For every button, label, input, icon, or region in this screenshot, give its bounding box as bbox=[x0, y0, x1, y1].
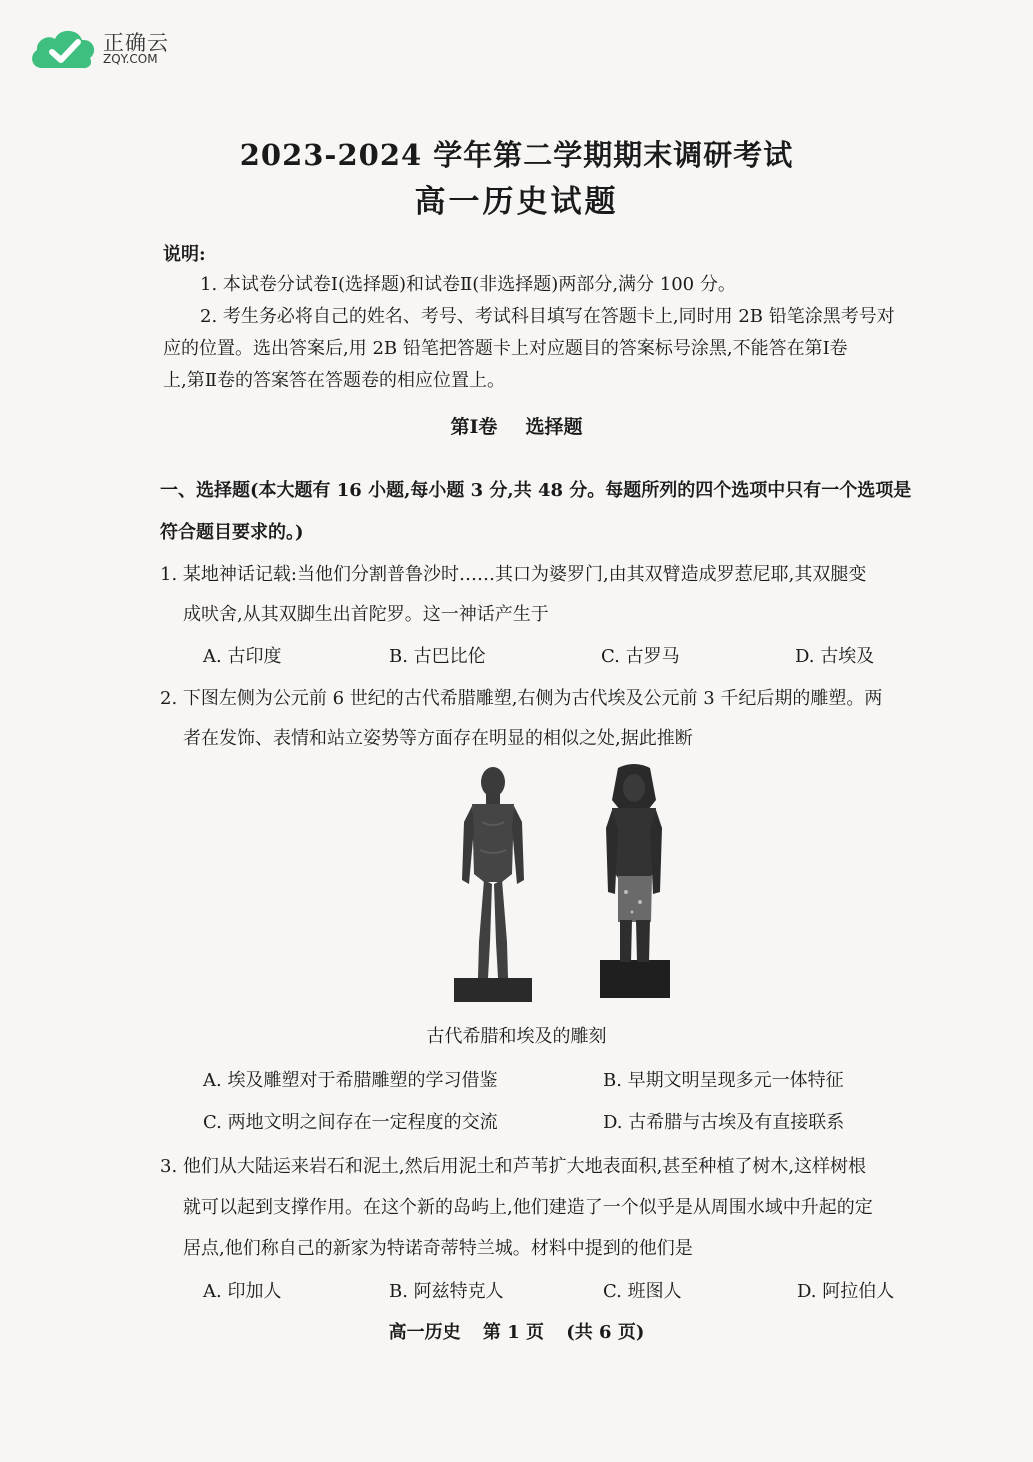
greek-statue-image bbox=[452, 762, 534, 1004]
egyptian-statue-image bbox=[596, 762, 672, 1000]
question-3-option-a: A. 印加人 bbox=[203, 1281, 282, 1302]
question-1-stem: 1. 某地神话记载:当他们分割普鲁沙时……其口为婆罗门,由其双臂造成罗惹尼耶,其双腿变 bbox=[160, 564, 867, 585]
question-2-stem: 者在发饰、表情和站立姿势等方面存在明显的相似之处,据此推断 bbox=[183, 728, 693, 749]
question-2-option-c: C. 两地文明之间存在一定程度的交流 bbox=[203, 1112, 498, 1133]
cloud-check-icon bbox=[28, 22, 100, 74]
question-3-option-d: D. 阿拉伯人 bbox=[797, 1281, 895, 1302]
question-3-option-b: B. 阿兹特克人 bbox=[389, 1281, 504, 1302]
question-1-option-d: D. 古埃及 bbox=[795, 646, 875, 667]
instruction-line: 2. 考生务必将自己的姓名、考号、考试科目填写在答题卡上,同时用 2B 铅笔涂黑考号对 bbox=[200, 306, 895, 327]
question-2-option-b: B. 早期文明呈现多元一体特征 bbox=[603, 1070, 844, 1091]
question-1-option-a: A. 古印度 bbox=[203, 646, 282, 667]
part-intro-line: 一、选择题(本大题有 16 小题,每小题 3 分,共 48 分。每题所列的四个选项中只有一个选项是 bbox=[160, 480, 912, 501]
section-heading bbox=[0, 412, 1033, 439]
question-1-stem: 成吠舍,从其双脚生出首陀罗。这一神话产生于 bbox=[183, 604, 549, 625]
brand-domain: ZQY.COM bbox=[103, 52, 158, 66]
section-part: 第Ⅰ卷 bbox=[450, 416, 498, 438]
instructions-label: 说明: bbox=[163, 244, 206, 265]
footer-subject: 高一历史 bbox=[388, 1322, 461, 1343]
footer-total: (共 6 页) bbox=[566, 1322, 645, 1343]
figure-caption: 古代希腊和埃及的雕刻 bbox=[426, 1026, 607, 1047]
page-footer bbox=[0, 1318, 1033, 1344]
brand-name: 正确云 bbox=[103, 31, 169, 55]
question-2-option-d: D. 古希腊与古埃及有直接联系 bbox=[603, 1112, 845, 1133]
question-2-stem: 2. 下图左侧为公元前 6 世纪的古代希腊雕塑,右侧为古代埃及公元前 3 千纪后期的雕塑。两 bbox=[160, 688, 883, 709]
instruction-line: 上,第Ⅱ卷的答案答在答题卷的相应位置上。 bbox=[163, 370, 505, 391]
instruction-line: 应的位置。选出答案后,用 2B 铅笔把答题卡上对应题目的答案标号涂黑,不能答在第Ⅰ卷 bbox=[163, 338, 848, 359]
part-intro-line: 符合题目要求的。) bbox=[160, 522, 304, 543]
question-3-stem: 3. 他们从大陆运来岩石和泥土,然后用泥土和芦苇扩大地表面积,甚至种植了树木,这样树根 bbox=[160, 1156, 867, 1177]
section-name: 选择题 bbox=[525, 416, 583, 438]
exam-subtitle: 高一历史试题 bbox=[414, 184, 619, 220]
question-1-option-c: C. 古罗马 bbox=[601, 646, 680, 667]
exam-title: 2023-2024 学年第二学期期末调研考试 bbox=[239, 138, 794, 172]
question-2-option-a: A. 埃及雕塑对于希腊雕塑的学习借鉴 bbox=[203, 1070, 498, 1091]
question-3-stem: 就可以起到支撑作用。在这个新的岛屿上,他们建造了一个似乎是从周围水域中升起的定 bbox=[183, 1197, 873, 1218]
footer-page: 第 1 页 bbox=[482, 1322, 544, 1343]
instruction-line: 1. 本试卷分试卷Ⅰ(选择题)和试卷Ⅱ(非选择题)两部分,满分 100 分。 bbox=[200, 274, 736, 295]
question-1-option-b: B. 古巴比伦 bbox=[389, 646, 486, 667]
question-3-option-c: C. 班图人 bbox=[603, 1281, 682, 1302]
question-3-stem: 居点,他们称自己的新家为特诺奇蒂特兰城。材料中提到的他们是 bbox=[183, 1238, 693, 1259]
